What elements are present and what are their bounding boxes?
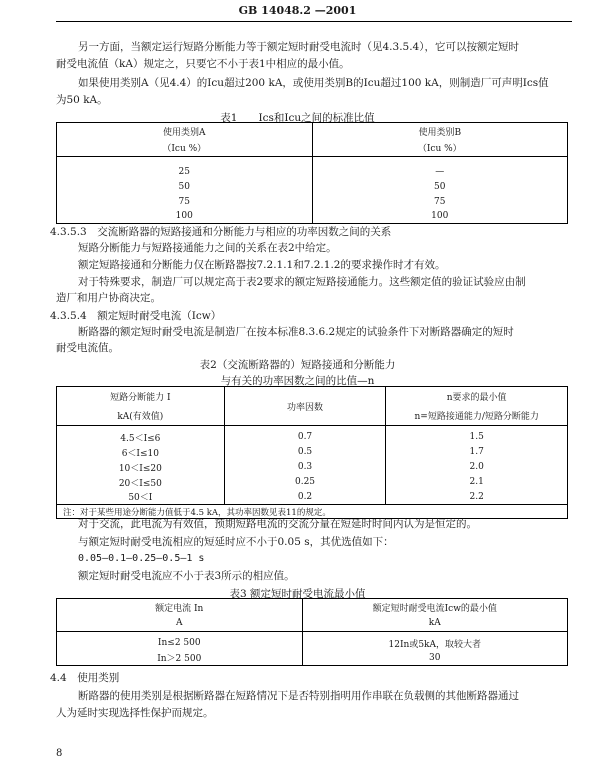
table2-note: 注：对于某些用途分断能力值低于4.5 kA，其功率因数见表11的规定。: [57, 505, 568, 519]
table1-cell: 100: [57, 210, 313, 224]
table3-cell: 30: [302, 651, 567, 666]
table1-subheader-b: （Icu %）: [312, 140, 568, 157]
paragraph-line: 为50 kA。: [56, 94, 108, 106]
paragraph-line: 额定短时耐受电流应不小于表3所示的相应值。: [78, 570, 295, 582]
table-row: [57, 195, 568, 210]
table1-title: 表1 Ics和Icu之间的标准比值: [220, 112, 375, 124]
header-rule: [56, 21, 572, 22]
table2-title: 表2（交流断路器的）短路接通和分断能力: [199, 359, 396, 371]
paragraph-line: 人为延时实现选择性保护而规定。: [56, 707, 214, 719]
paragraph-line: 如果使用类别A（见4.4）的Icu超过200 kA，或使用类别B的Icu超过100 kA，则制造厂可声明Ics值: [78, 77, 549, 89]
standard-id: GB 14048.2 —2001: [238, 4, 357, 17]
table2: [56, 386, 568, 519]
table2-cell: 10＜I≤20: [57, 460, 225, 475]
table2-cell: 1.7: [386, 445, 568, 460]
table1-cell: 50: [312, 180, 568, 195]
table2-cell: 1.5: [386, 430, 568, 445]
table1-header-b: 使用类别B: [312, 123, 568, 140]
page-number: 8: [56, 748, 63, 759]
table1-subheader-a: （Icu %）: [57, 140, 313, 157]
table3-cell: 12In或5kA，取较大者: [302, 636, 567, 651]
table-row: [57, 165, 568, 180]
paragraph-line: 对于特殊要求，制造厂可以规定高于表2要求的额定短路接通能力。这些额定值的验证试验应由制: [78, 276, 526, 288]
table-row: [57, 430, 568, 445]
table-row: [57, 445, 568, 460]
table2-cell: 0.25: [224, 475, 386, 490]
paragraph-line: 另一方面，当额定运行短路分断能力等于额定短时耐受电流时（见4.3.5.4），它可以按额定短时: [78, 41, 519, 53]
table2-cell: 0.7: [224, 430, 386, 445]
section-heading: 4.3.5.3 交流断路器的短路接通和分断能力与相应的功率因数之间的关系: [50, 226, 392, 238]
table1-cell: 50: [57, 180, 313, 195]
table3-cell: In＞2 500: [57, 651, 303, 666]
table1-cell: 75: [312, 195, 568, 210]
table2-cell: 50＜I: [57, 490, 225, 505]
table3: [56, 598, 568, 666]
table-row: [57, 636, 568, 651]
table3-title: 表3 额定短时耐受电流最小值: [229, 588, 366, 600]
table2-cell: 6＜I≤10: [57, 445, 225, 460]
table2-cell: 20＜I≤50: [57, 475, 225, 490]
paragraph-line: 造厂和用户协商决定。: [56, 292, 161, 304]
table1-cell: —: [312, 165, 568, 180]
table1-cell: 100: [312, 210, 568, 224]
paragraph-line: 断路器的额定短时耐受电流是制造厂在按本标准8.3.6.2规定的试验条件下对断路器确定的短时: [78, 326, 514, 338]
table3-header-unit-ka: kA: [302, 616, 567, 632]
paragraph-line: 耐受电流值（kA）规定之，只要它不小于表1中相应的最小值。: [56, 58, 350, 70]
table1-cell: 75: [57, 195, 313, 210]
table1: [56, 122, 568, 224]
table2-cell: 0.5: [224, 445, 386, 460]
section-heading: 4.3.5.4 额定短时耐受电流（Icw）: [50, 310, 222, 322]
table2-header-ratio: n=短路接通能力/短路分断能力: [386, 407, 568, 426]
table2-cell: 4.5＜I≤6: [57, 430, 225, 445]
table-row: [57, 180, 568, 195]
table2-header-powerfactor: 功率因数: [224, 387, 386, 426]
table3-header-min-icw: 额定短时耐受电流Icw的最小值: [302, 599, 567, 616]
preferred-values: 0.05—0.1—0.25—0.5—1 s: [78, 553, 205, 564]
section-heading: 4.4 使用类别: [50, 672, 120, 684]
table-row: [57, 651, 568, 666]
paragraph-line: 耐受电流值。: [56, 342, 119, 354]
table1-header-a: 使用类别A: [57, 123, 313, 140]
table1-cell: 25: [57, 165, 313, 180]
table3-header-rated-current: 额定电流 In: [57, 599, 303, 616]
table2-subtitle: 与有关的功率因数之间的比值—n: [220, 375, 375, 387]
table-row: [57, 475, 568, 490]
table2-header-breaking: 短路分断能力 I: [57, 387, 225, 407]
table-row: [57, 210, 568, 224]
table3-header-unit-a: A: [57, 616, 303, 632]
paragraph-line: 与额定短时耐受电流相应的短延时应不小于0.05 s，其优选值如下：: [78, 536, 394, 548]
paragraph-line: 断路器的使用类别是根据断路器在短路情况下是否特别指明用作串联在负载侧的其他断路器通过: [78, 690, 519, 702]
table-row: [57, 460, 568, 475]
paragraph-line: 额定短路接通和分断能力仅在断路器按7.2.1.1和7.2.1.2的要求操作时才有效。: [78, 259, 446, 271]
table-row: [57, 490, 568, 505]
table3-cell: In≤2 500: [57, 636, 303, 651]
table2-cell: 2.0: [386, 460, 568, 475]
table2-cell: 2.1: [386, 475, 568, 490]
table2-cell: 0.3: [224, 460, 386, 475]
table2-header-n: n要求的最小值: [386, 387, 568, 407]
paragraph-line: 对于交流，此电流为有效值，预期短路电流的交流分量在短延时时间内认为是恒定的。: [78, 518, 477, 530]
table2-header-unit: kA(有效值): [57, 407, 225, 426]
table2-cell: 0.2: [224, 490, 386, 505]
paragraph-line: 短路分断能力与短路接通能力之间的关系在表2中给定。: [78, 242, 337, 254]
table2-cell: 2.2: [386, 490, 568, 505]
